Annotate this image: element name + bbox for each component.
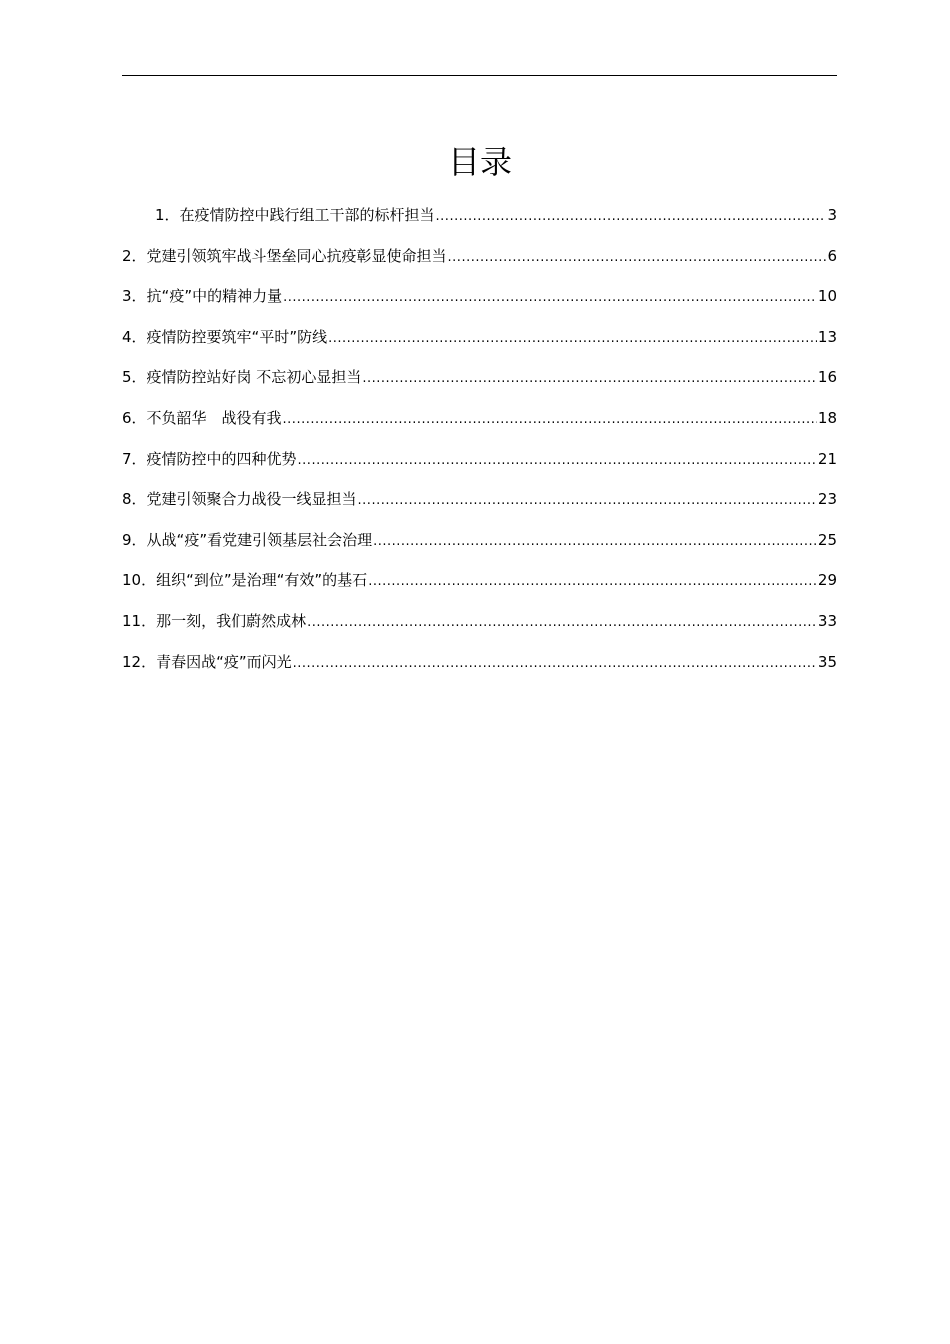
toc-entry[interactable] — [122, 200, 837, 241]
toc-entry-text: 11．那一刻，我们蔚然成林 — [122, 611, 307, 630]
toc-entry[interactable] — [122, 322, 837, 363]
toc-entry-text: 9．从战“疫”看党建引领基层社会治理 — [122, 530, 373, 549]
toc-page-number: 13 — [817, 327, 837, 346]
dot-leader — [328, 324, 817, 354]
toc-page-number: 33 — [817, 611, 837, 630]
dot-leader — [283, 283, 817, 313]
toc-entry-text: 6．不负韶华 战役有我 — [122, 408, 282, 427]
dot-leader — [358, 486, 817, 516]
toc-title: 目录 — [447, 143, 512, 181]
toc-page-number: 18 — [817, 408, 837, 427]
toc-entry-text: 4．疫情防控要筑牢“平时”防线 — [122, 327, 328, 346]
toc-page-number: 16 — [817, 368, 837, 387]
dot-leader — [283, 405, 817, 435]
dot-leader — [368, 567, 817, 597]
toc-page-number: 6 — [827, 246, 837, 265]
toc-page-number: 10 — [817, 287, 837, 306]
dot-leader — [373, 527, 817, 557]
toc-page-number: 35 — [817, 652, 837, 671]
toc-entry[interactable] — [122, 484, 837, 525]
toc-entry[interactable] — [122, 525, 837, 566]
header-rule — [122, 75, 837, 76]
toc-page-number: 25 — [817, 530, 837, 549]
dot-leader — [293, 649, 817, 679]
toc-page-number: 29 — [817, 571, 837, 590]
toc-entry[interactable] — [122, 647, 837, 688]
dot-leader — [436, 202, 827, 232]
toc-page-number: 3 — [827, 206, 837, 224]
toc-entry[interactable] — [122, 444, 837, 485]
dot-leader — [448, 243, 827, 273]
toc-list — [122, 200, 837, 687]
toc-entry[interactable] — [122, 281, 837, 322]
dot-leader — [362, 364, 817, 394]
toc-entry-text: 12．青春因战“疫”而闪光 — [122, 652, 292, 671]
toc-entry-text: 5．疫情防控站好岗 不忘初心显担当 — [122, 368, 362, 387]
toc-entry-text: 1．在疫情防控中践行组工干部的标杆担当 — [155, 206, 435, 224]
dot-leader — [298, 446, 817, 476]
toc-entry[interactable] — [122, 606, 837, 647]
toc-entry[interactable] — [122, 403, 837, 444]
dot-leader — [307, 608, 817, 638]
toc-entry[interactable] — [122, 241, 837, 282]
toc-page-number: 23 — [817, 490, 837, 509]
toc-entry-text: 2．党建引领筑牢战斗堡垒同心抗疫彰显使命担当 — [122, 246, 447, 265]
toc-page-number: 21 — [817, 449, 837, 468]
toc-entry[interactable] — [122, 362, 837, 403]
toc-entry-text: 7．疫情防控中的四种优势 — [122, 449, 297, 468]
toc-entry-text: 8．党建引领聚合力战役一线显担当 — [122, 490, 357, 509]
toc-entry[interactable] — [122, 565, 837, 606]
toc-entry-text: 3．抗“疫”中的精神力量 — [122, 287, 283, 306]
toc-entry-text: 10．组织“到位”是治理“有效”的基石 — [122, 571, 368, 590]
